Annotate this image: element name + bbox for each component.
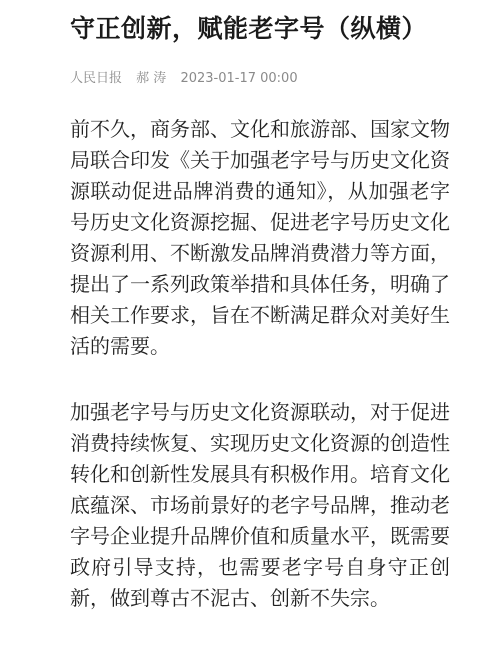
- article-paragraph-1: 前不久，商务部、文化和旅游部、国家文物局联合印发《关于加强老字号与历史文化资源联动促进品牌消费的通知》，从加强老字号历史文化资源挖掘、促进老字号历史文化资源利用、不断激发品牌消费潜力等方面，提出了一系列政策举措和具体任务，明确了相关工作要求，旨在不断满足群众对美好生活的需要。: [70, 117, 450, 358]
- article-body: [70, 114, 470, 614]
- article-author: 郝 涛: [136, 71, 167, 86]
- article-meta: [70, 70, 470, 88]
- article-paragraph-2: 加强老字号与历史文化资源联动，对于促进消费持续恢复、实现历史文化资源的创造性转化和创新性发展具有积极作用。培育文化底蕴深、市场前景好的老字号品牌，推动老字号企业提升品牌价值和质量水平，既需要政府引导支持，也需要老字号自身守正创新，做到尊古不泥古、创新不失宗。: [70, 400, 450, 610]
- article-source[interactable]: 人民日报: [70, 71, 123, 86]
- article-datetime: 2023-01-17 00:00: [180, 71, 298, 86]
- article-title: 守正创新，赋能老字号（纵横）: [70, 14, 428, 43]
